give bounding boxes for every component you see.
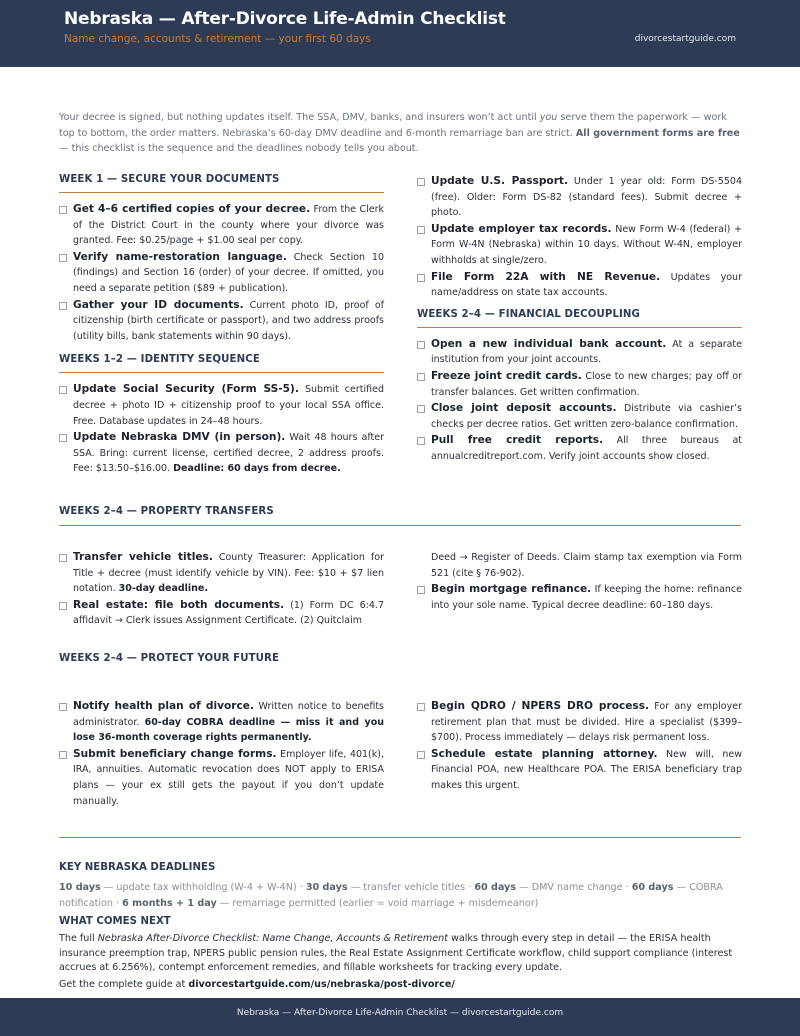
left-column-top [59, 174, 384, 478]
checklist-item [417, 699, 742, 746]
checkbox[interactable] [59, 386, 67, 394]
item-text: From the Clerk of the District Court in the county where your divorce was granted. Fee: $0.25/page + $1.00 seal per copy. [73, 204, 384, 247]
section-title-weeks12: WEEKS 1–2 — IDENTITY SEQUENCE [59, 354, 260, 366]
item-text: Check Section 10 (findings) and Section 16 (order) of your decree. If omitted, you need a separate petition ($89 + publication). [73, 251, 385, 294]
cta-text: Get the complete guide at [59, 979, 189, 990]
checklist-item [59, 430, 384, 477]
checklist-item [59, 598, 384, 629]
checkbox[interactable] [417, 437, 425, 445]
checkbox[interactable] [59, 602, 67, 610]
item-lead: Freeze joint credit cards. [431, 369, 582, 382]
item-text: Employer life, 401(k), IRA, annuities. Automatic revocation does NOT apply to ERISA plans — your ex still gets the payout if you don’t update manually. [73, 748, 384, 807]
checkbox[interactable] [59, 434, 67, 442]
page-title: Nebraska — After-Divorce Life-Admin Checklist [64, 9, 506, 29]
section-divider [59, 372, 384, 373]
checkbox[interactable] [417, 341, 425, 349]
deadline-period: 60 days [631, 882, 674, 893]
item-lead: Begin mortgage refinance. [431, 583, 592, 596]
item-lead: File Form 22A with NE Revenue. [431, 270, 661, 283]
property-left-column [59, 550, 384, 630]
section-divider [59, 837, 741, 838]
intro-text-3: — this checklist is the sequence and the deadlines nobody tells you about. [59, 143, 419, 154]
item-lead: Real estate: file both documents. [73, 598, 285, 611]
intro-bold: All government forms are free [575, 127, 740, 139]
checklist-item [417, 270, 742, 301]
item-deadline: Deadline: 60 days from decree. [173, 463, 341, 475]
checkbox[interactable] [417, 586, 425, 594]
item-lead: Update Social Security (Form SS-5). [73, 383, 299, 396]
checklist-item [59, 250, 384, 297]
deadline-desc: — remarriage permitted (earlier = void marriage + misdemeanor) [216, 898, 539, 909]
checklist-item [417, 747, 742, 794]
item-deadline: 60-day COBRA deadline — miss it and you lose 36-month coverage rights permanently. [73, 716, 385, 744]
checkbox[interactable] [417, 226, 425, 234]
checklist-item [59, 202, 384, 249]
item-text: Close to new charges; pay off or transfer balances. Get written confirmation. [431, 370, 743, 398]
deadline-desc: — transfer vehicle titles · [347, 882, 475, 893]
intro-emphasis: you [539, 112, 558, 123]
section-title-property: WEEKS 2–4 — PROPERTY TRANSFERS [59, 506, 274, 517]
item-text: Written notice to benefits administrator. [73, 701, 385, 728]
header-site-link[interactable]: divorcestartguide.com [634, 34, 736, 44]
item-text: County Treasurer: Application for Title + decree (must identify vehicle by VIN). Fee: $10 + $7 lien notation. [73, 552, 384, 595]
item-lead: Update Nebraska DMV (in person). [73, 431, 286, 444]
section-title-financial: WEEKS 2–4 — FINANCIAL DECOUPLING [417, 308, 641, 320]
intro-text-2: serve them the paperwork — work top to bottom, the order matters. Nebraska’s 60-day DMV deadline and 6-month remarriage ban are strict. [59, 112, 727, 139]
next-paragraph [59, 932, 743, 976]
next-text-1: The full [59, 933, 98, 944]
checklist-item [59, 298, 384, 345]
checkbox[interactable] [59, 254, 67, 262]
section-title-week1: WEEK 1 — SECURE YOUR DOCUMENTS [59, 174, 280, 185]
intro-paragraph [59, 110, 743, 157]
checkbox[interactable] [59, 206, 67, 214]
checkbox[interactable] [417, 178, 425, 186]
cta-line [59, 979, 455, 990]
item-lead: Close joint deposit accounts. [431, 402, 617, 415]
item-text: At a separate institution from your joint accounts. [431, 338, 742, 366]
page-header [0, 0, 800, 67]
item-text: If keeping the home: refinance into your sole name. Typical decree deadline: 60–180 days. [431, 584, 742, 611]
checkbox[interactable] [59, 751, 67, 759]
deadline-desc: — DMV name change · [516, 882, 632, 893]
item-text: New Form W-4 (federal) + Form W-4N (Nebraska) within 10 days. Without W-4N, employer withholds at single/zero. [431, 223, 742, 266]
deadline-period: 10 days [59, 882, 101, 893]
item-text: Distribute via cashier’s checks per decree ratios. Get written zero-balance confirmation. [431, 403, 743, 430]
item-lead: Update employer tax records. [431, 222, 612, 235]
item-text: For any employer retirement plan that must be divided. Hire a specialist ($399–$700). Process immediately — delays risk permanent loss. [431, 701, 742, 744]
next-title: WHAT COMES NEXT [59, 916, 171, 927]
checkbox[interactable] [417, 703, 425, 711]
future-left-column [59, 699, 384, 810]
checkbox[interactable] [59, 703, 67, 711]
checklist-item-continued [417, 550, 742, 581]
item-lead: Pull free credit reports. [431, 434, 604, 447]
item-lead: Begin QDRO / NPERS DRO process. [431, 700, 650, 712]
checklist-item [417, 337, 742, 368]
future-right-column [417, 699, 742, 795]
checklist-item [59, 382, 384, 429]
checkbox[interactable] [417, 751, 425, 759]
item-text: All three bureaus at annualcreditreport.com. Verify joint accounts show closed. [431, 435, 742, 462]
item-text: Deed → Register of Deeds. Claim stamp tax exemption via Form 521 (cite § 76-902). [431, 552, 742, 579]
checkbox[interactable] [417, 405, 425, 413]
item-lead: Gather your ID documents. [73, 298, 244, 311]
item-lead: Update U.S. Passport. [431, 175, 569, 187]
checklist-item [417, 222, 742, 269]
deadlines-list [59, 880, 743, 912]
checkbox[interactable] [59, 302, 67, 310]
section-title-future: WEEKS 2–4 — PROTECT YOUR FUTURE [59, 653, 280, 664]
deadlines-title: KEY NEBRASKA DEADLINES [59, 862, 216, 873]
item-lead: Notify health plan of divorce. [73, 700, 255, 712]
section-divider [59, 525, 741, 526]
next-text-2: walks through every step in detail — the ERISA health insurance preemption trap, NPERS public pension rules, the Real Estate Assignment Certificate workflow, child support compliance (interest accrues at 6.256%), contempt enforcement remedies, and fillable worksheets for tracking every update. [59, 933, 733, 974]
checkbox[interactable] [417, 373, 425, 381]
checklist-item [417, 401, 742, 432]
future-section-header [59, 653, 741, 664]
deadline-period: 60 days [474, 882, 517, 893]
page-subtitle: Name change, accounts & retirement — your first 60 days [64, 33, 371, 45]
checkbox[interactable] [59, 554, 67, 562]
item-text: New will, new Financial POA, new Healthcare POA. The ERISA beneficiary trap makes this urgent. [431, 748, 743, 791]
checklist-item [417, 433, 742, 464]
checklist-item [417, 174, 742, 221]
item-text: Wait 48 hours after SSA. Bring: current license, certified decree, 2 address proofs. Fee: $13.50–$16.00. [73, 432, 384, 475]
checklist-item [417, 369, 742, 400]
item-text: Current photo ID, proof of citizenship (birth certificate or passport), and two address proofs (utility bills, bank statements within 90 days). [73, 299, 384, 342]
item-lead: Get 4–6 certified copies of your decree. [73, 203, 311, 215]
book-title: Nebraska After-Divorce Checklist: Name Change, Accounts & Retirement [97, 933, 448, 944]
intro-text-1: Your decree is signed, but nothing updates itself. The SSA, DMV, banks, and insurers won’t act until [59, 112, 540, 123]
item-lead: Schedule estate planning attorney. [431, 747, 658, 760]
deadline-period: 6 months + 1 day [122, 898, 217, 909]
item-text: (1) Form DC 6:4.7 affidavit → Clerk issues Assignment Certificate. (2) Quitclaim [73, 599, 384, 627]
section-divider [59, 192, 384, 193]
checklist-item [59, 550, 384, 597]
item-text: Submit certified decree + photo ID + citizenship proof to your local SSA office. Free. Database updates in 24–48 hours. [73, 384, 384, 427]
deadline-desc: — COBRA notification · [59, 882, 723, 909]
item-lead: Open a new individual bank account. [431, 337, 667, 350]
item-lead: Submit beneficiary change forms. [73, 747, 277, 760]
deadline-period: 30 days [305, 882, 348, 893]
property-right-column [417, 550, 742, 614]
checklist-item [59, 699, 384, 746]
item-text: Under 1 year old: Form DS-5504 (free). Older: Form DS-82 (standard fees). Submit decree + photo. [431, 176, 742, 219]
deadline-desc: — update tax withholding (W-4 + W-4N) · [100, 882, 306, 893]
item-text: Updates your name/address on state tax accounts. [431, 271, 742, 299]
item-lead: Transfer vehicle titles. [73, 551, 213, 563]
checkbox[interactable] [417, 274, 425, 282]
page-footer [0, 998, 800, 1036]
property-section-header [59, 506, 741, 526]
footer-text: Nebraska — After-Divorce Life-Admin Checklist — divorcestartguide.com [236, 1008, 564, 1018]
checklist-item [59, 747, 384, 809]
item-deadline: 30-day deadline. [118, 583, 208, 595]
right-column-top [417, 174, 742, 466]
checklist-item [417, 582, 742, 613]
section-divider [417, 327, 742, 328]
cta-link[interactable]: divorcestartguide.com/us/nebraska/post-divorce/ [188, 979, 455, 990]
item-lead: Verify name-restoration language. [73, 250, 287, 263]
